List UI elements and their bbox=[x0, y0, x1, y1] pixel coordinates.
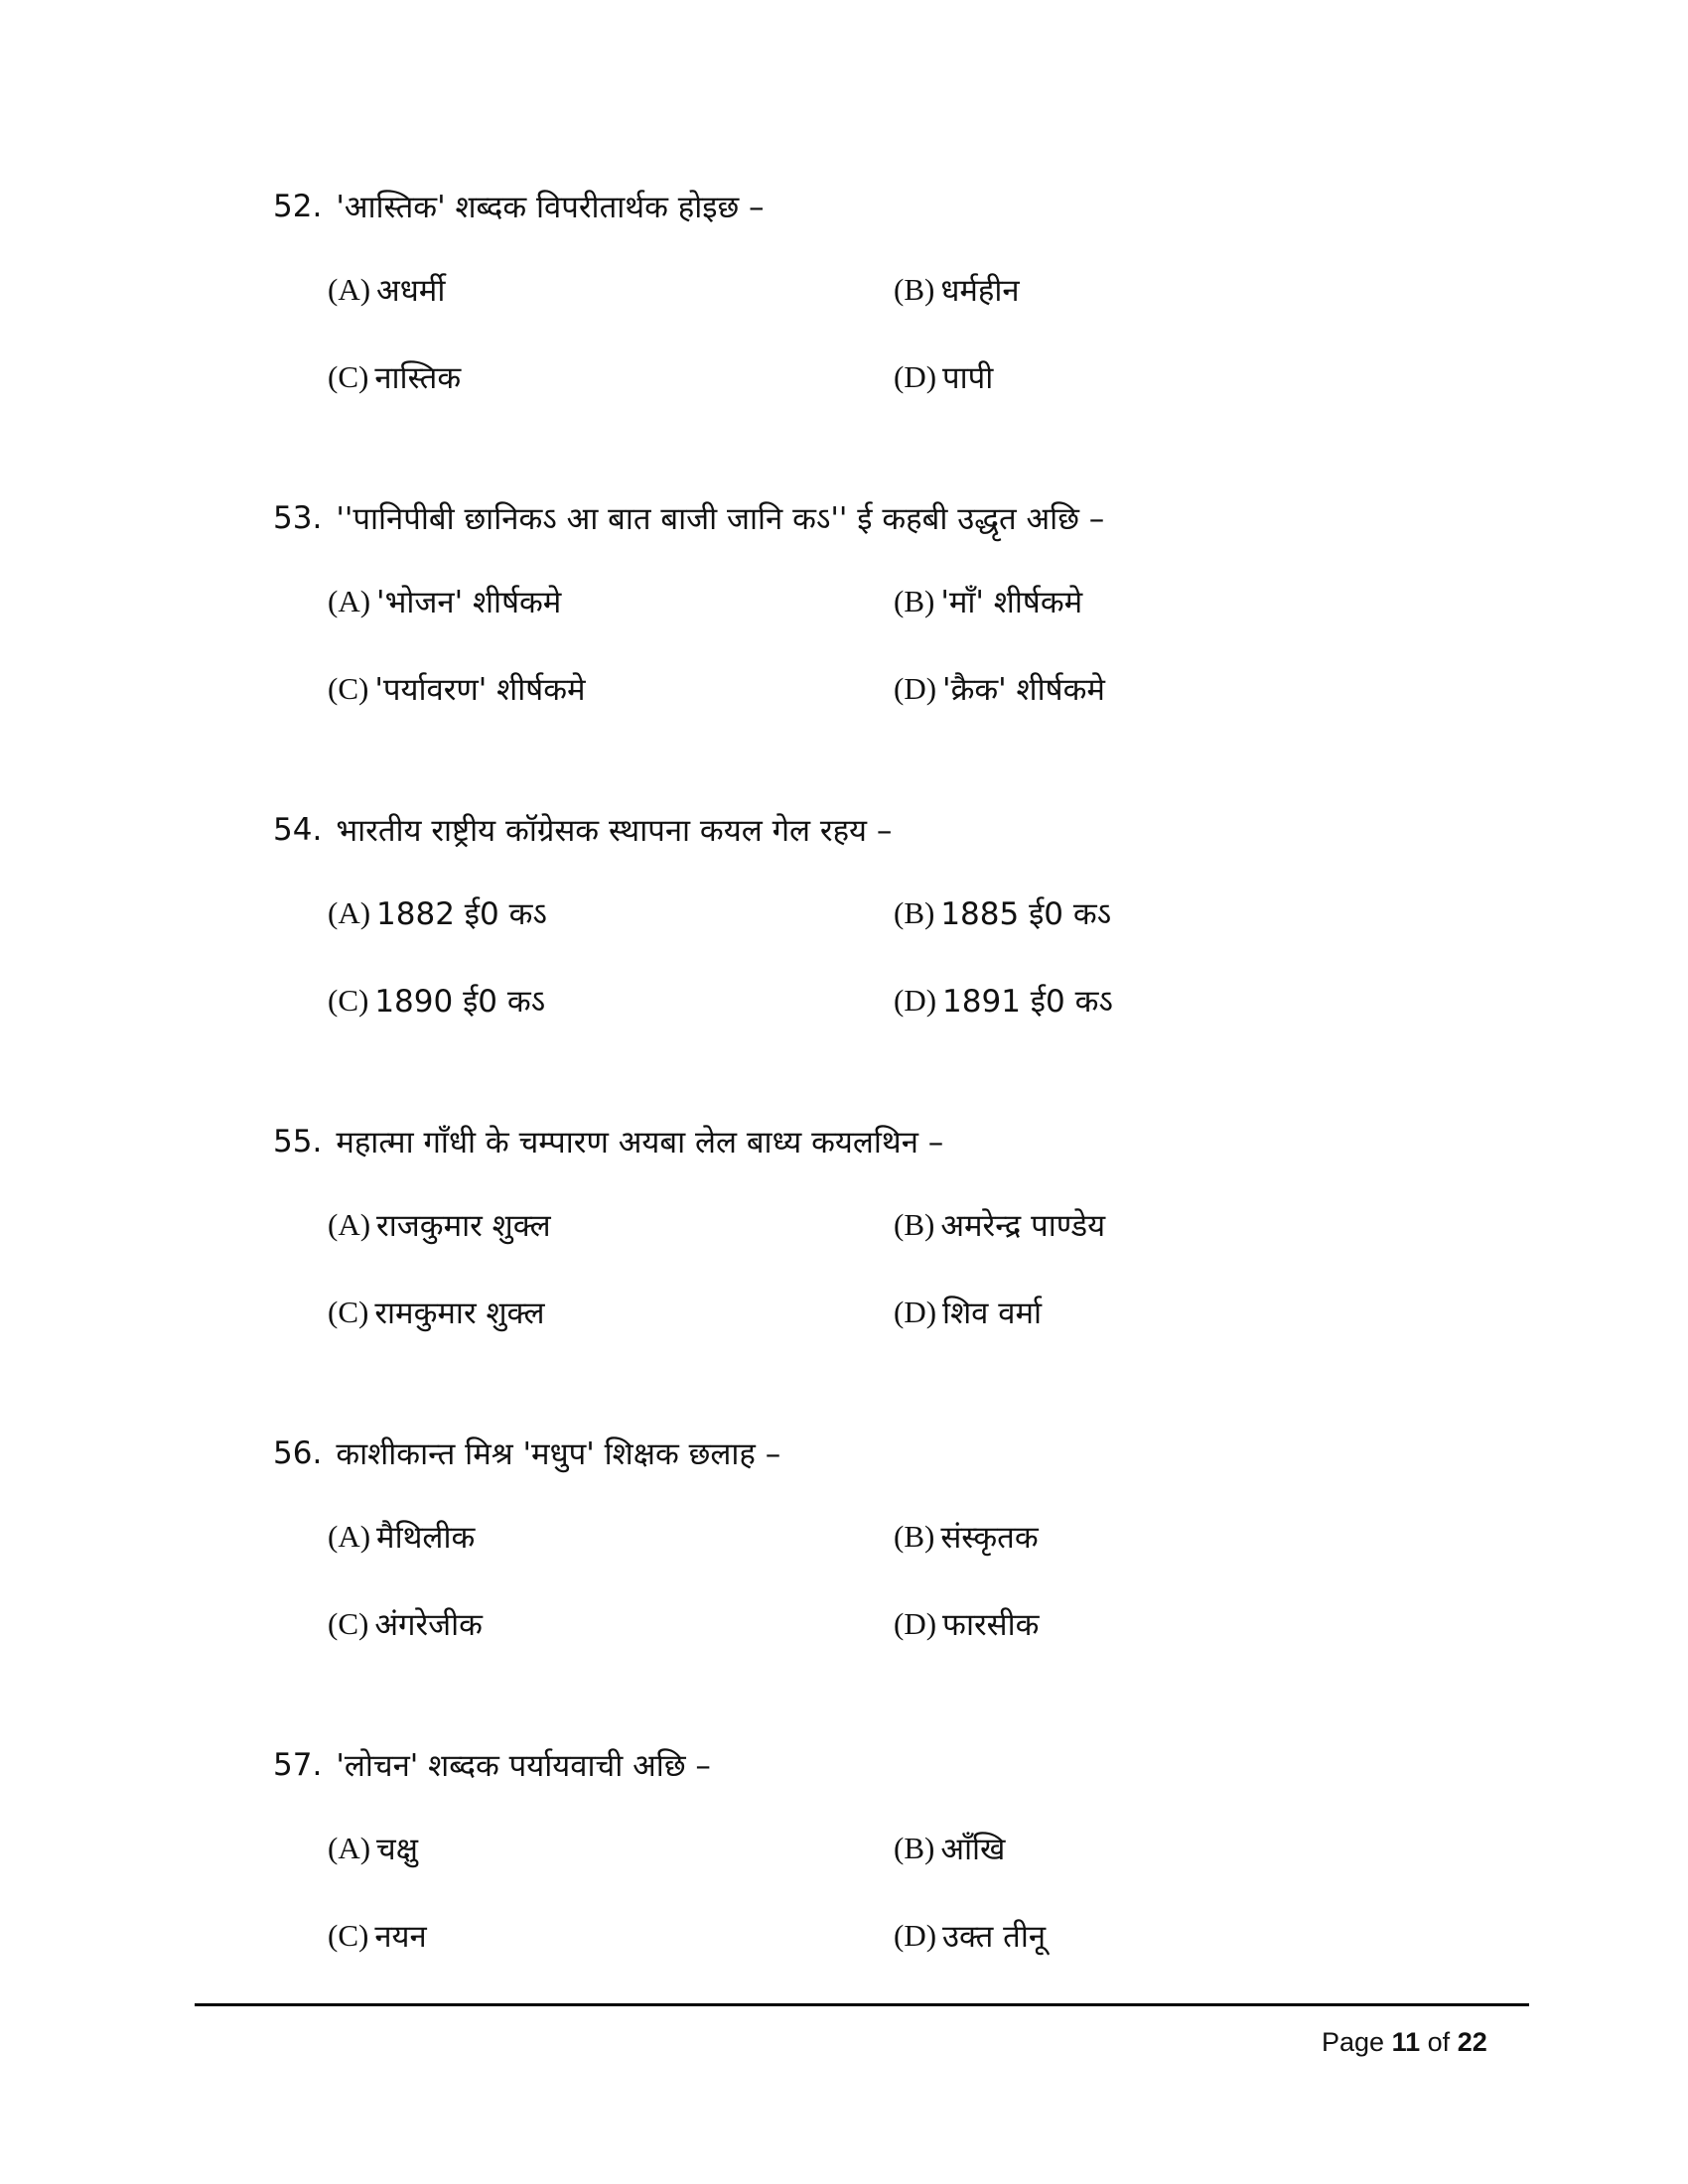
question-57 bbox=[273, 1735, 1564, 1979]
option-d: (D) शिव वर्मा bbox=[894, 1295, 1043, 1331]
of-label: of bbox=[1427, 2027, 1451, 2057]
question-number: 56. bbox=[273, 1435, 323, 1471]
option-c: (C) 'पर्यावरण' शीर्षकमे bbox=[328, 671, 586, 708]
question-number: 52. bbox=[273, 189, 323, 224]
question-text: भारतीय राष्ट्रीय कॉग्रेसक स्थापना कयल गेल रहय – bbox=[336, 813, 893, 849]
option-c: (C) रामकुमार शुक्ल bbox=[328, 1295, 545, 1331]
option-b: (B) अमरेन्द्र पाण्डेय bbox=[894, 1207, 1106, 1244]
option-c: (C) नयन bbox=[328, 1918, 427, 1955]
question-stem bbox=[273, 488, 1564, 548]
page-number: 11 bbox=[1391, 2027, 1421, 2057]
question-text: ''पानिपीबी छानिकऽ आ बात बाजी जानि कऽ'' ई कहबी उद्धृत अछि – bbox=[336, 501, 1105, 537]
option-a: (A) मैथिलीक bbox=[328, 1519, 476, 1556]
option-d: (D) उक्त तीनू bbox=[894, 1918, 1047, 1955]
option-c: (C) नास्तिक bbox=[328, 359, 462, 396]
question-text: महात्मा गाँधी के चम्पारण अयबा लेल बाध्य कयलथिन – bbox=[336, 1125, 944, 1160]
question-stem bbox=[273, 800, 1564, 860]
option-b: (B) धर्महीन bbox=[894, 272, 1020, 309]
page-footer bbox=[1322, 2027, 1487, 2058]
question-number: 54. bbox=[273, 812, 323, 848]
option-a: (A) 1882 ई0 कऽ bbox=[328, 895, 547, 932]
question-number: 55. bbox=[273, 1124, 323, 1160]
question-stem bbox=[273, 177, 1564, 236]
question-text: 'लोचन' शब्दक पर्यायवाची अछि – bbox=[336, 1748, 711, 1784]
question-53 bbox=[273, 488, 1564, 733]
option-a: (A) राजकुमार शुक्ल bbox=[328, 1207, 551, 1244]
question-number: 57. bbox=[273, 1747, 323, 1783]
question-56 bbox=[273, 1424, 1564, 1668]
option-c: (C) अंगरेजीक bbox=[328, 1606, 483, 1643]
question-text: काशीकान्त मिश्र 'मधुप' शिक्षक छलाह – bbox=[336, 1436, 781, 1472]
page-label: Page bbox=[1322, 2027, 1385, 2057]
option-a: (A) चक्षु bbox=[328, 1831, 418, 1867]
option-a: (A) अधर्मी bbox=[328, 272, 446, 309]
option-b: (B) संस्कृतक bbox=[894, 1519, 1039, 1556]
option-d: (D) पापी bbox=[894, 359, 994, 396]
question-text: 'आस्तिक' शब्दक विपरीतार्थक होइछ – bbox=[336, 190, 765, 225]
page-total: 22 bbox=[1457, 2027, 1487, 2057]
question-number: 53. bbox=[273, 500, 323, 536]
question-54 bbox=[273, 800, 1564, 1044]
question-stem bbox=[273, 1424, 1564, 1483]
question-stem bbox=[273, 1735, 1564, 1795]
question-55 bbox=[273, 1112, 1564, 1356]
option-d: (D) फारसीक bbox=[894, 1606, 1040, 1643]
option-b: (B) आँखि bbox=[894, 1831, 1006, 1867]
option-d: (D) 1891 ई0 कऽ bbox=[894, 983, 1113, 1020]
question-52 bbox=[273, 177, 1564, 421]
question-stem bbox=[273, 1112, 1564, 1171]
option-c: (C) 1890 ई0 कऽ bbox=[328, 983, 546, 1020]
option-a: (A) 'भोजन' शीर्षकमे bbox=[328, 584, 562, 620]
option-b: (B) 1885 ई0 कऽ bbox=[894, 895, 1112, 932]
option-d: (D) 'क्रैक' शीर्षकमे bbox=[894, 671, 1105, 708]
footer-divider bbox=[195, 2003, 1529, 2006]
option-b: (B) 'माँ' शीर्षकमे bbox=[894, 584, 1083, 620]
